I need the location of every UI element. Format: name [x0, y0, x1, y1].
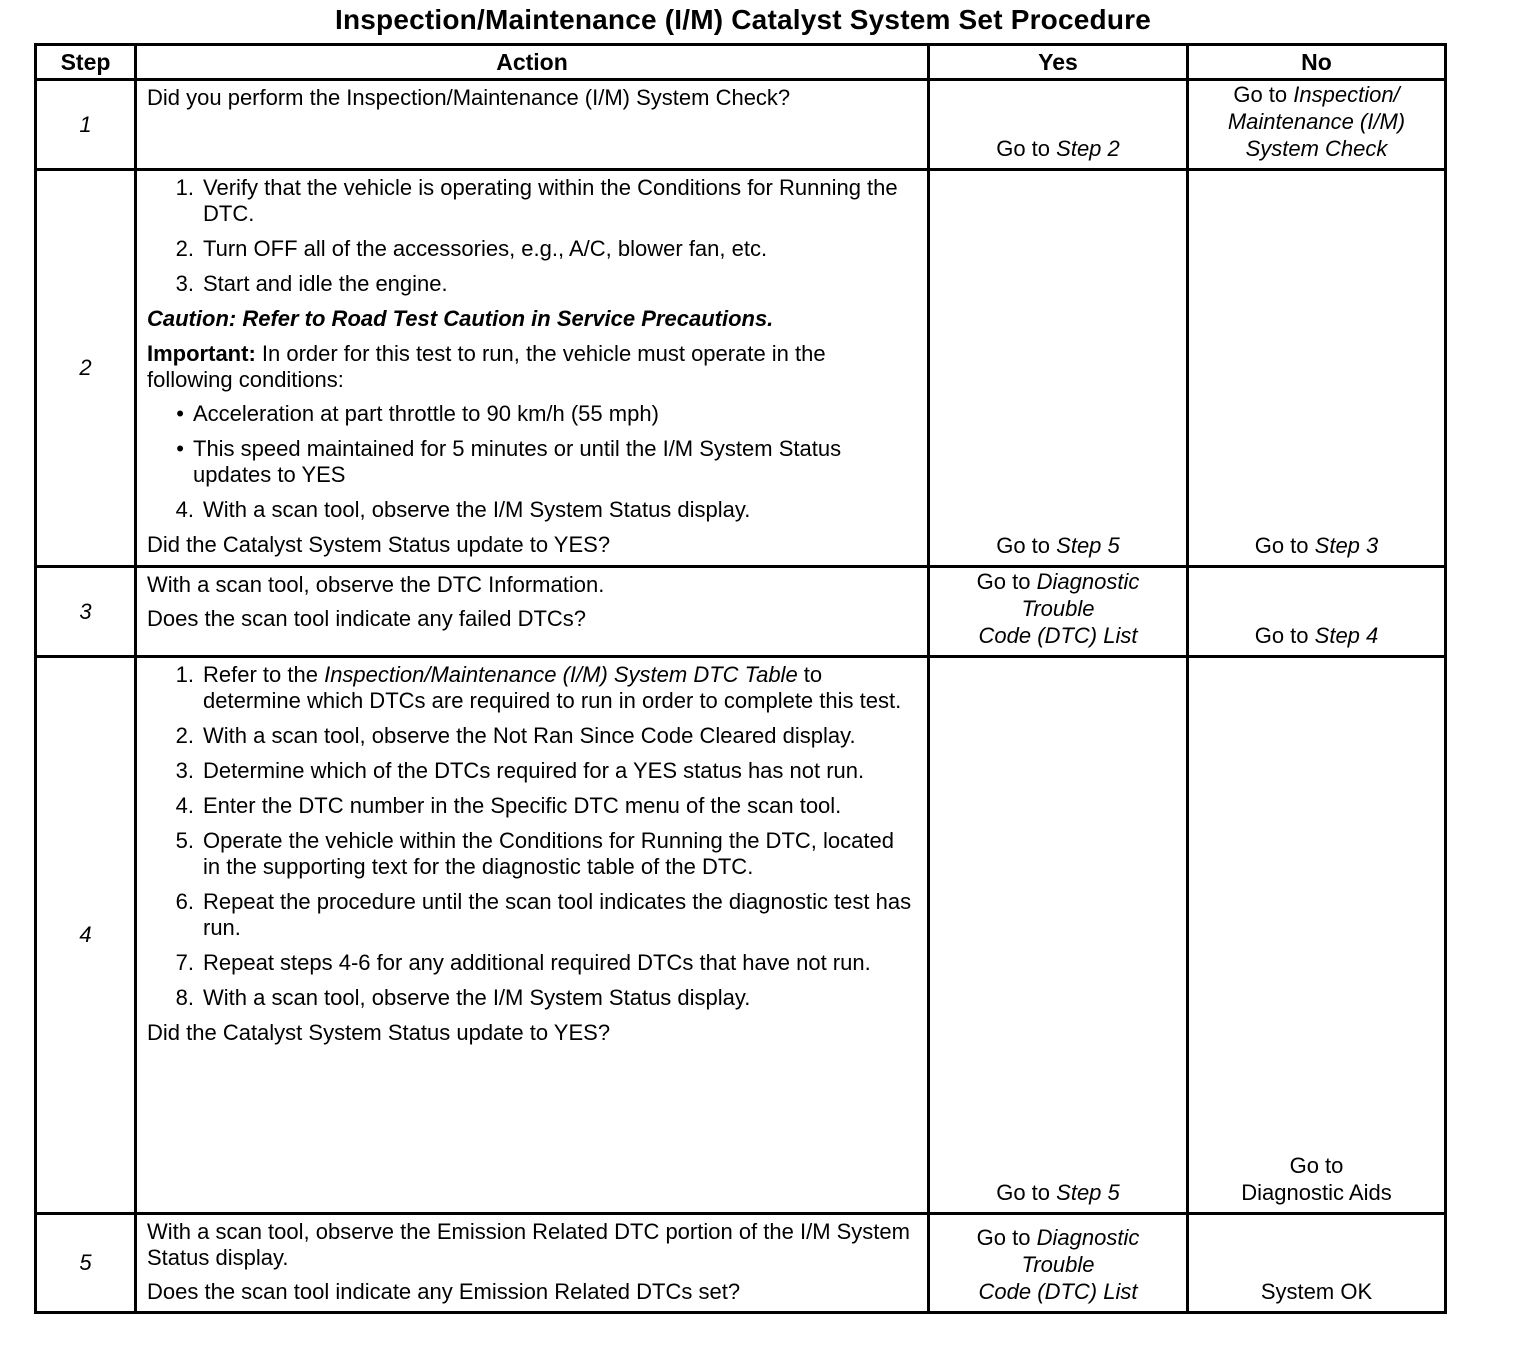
- dtc-list-link[interactable]: Diagnostic: [1036, 569, 1140, 594]
- dtc-list-link[interactable]: Diagnostic: [1036, 1225, 1140, 1250]
- header-step: Step: [36, 45, 136, 80]
- step-number: 5: [36, 1214, 136, 1313]
- action-cell: [136, 80, 929, 170]
- table-row: [36, 170, 1446, 567]
- go-to-text: Go to: [976, 1225, 1031, 1250]
- caution-note: Caution: Refer to Road Test Caution in Service Precautions.: [147, 306, 774, 331]
- go-to-text: Go to: [996, 136, 1051, 161]
- system-check-link[interactable]: System Check: [1245, 136, 1388, 161]
- table-row: [36, 80, 1446, 170]
- go-to-text: Go to: [1289, 1153, 1344, 1178]
- system-check-link[interactable]: Maintenance (I/M): [1227, 109, 1406, 134]
- action-cell: [136, 657, 929, 1214]
- action-text: With a scan tool, observe the DTC Information.: [147, 572, 605, 597]
- step-number: 3: [36, 567, 136, 657]
- page-title: Inspection/Maintenance (I/M) Catalyst System Set Procedure: [334, 4, 1152, 35]
- list-item: 5. Operate the vehicle within the Conditions for Running the DTC, located in the supporting text for the diagnostic table of the DTC.: [175, 828, 894, 879]
- action-question: Does the scan tool indicate any failed DTCs?: [147, 606, 587, 631]
- step-number: 2: [36, 170, 136, 567]
- list-item: 1. Verify that the vehicle is operating within the Conditions for Running the DTC.: [175, 175, 898, 226]
- header-row: [36, 45, 1446, 80]
- action-cell: [136, 1214, 929, 1313]
- list-item: 3. Determine which of the DTCs required for a YES status has not run.: [175, 758, 865, 783]
- procedure-table: [34, 43, 1447, 1314]
- list-item: 4. With a scan tool, observe the I/M System Status display.: [175, 497, 751, 522]
- step-link[interactable]: Step 5: [1056, 1180, 1120, 1205]
- header-yes: Yes: [929, 45, 1188, 80]
- header-no: No: [1188, 45, 1446, 80]
- list-item: 2. Turn OFF all of the accessories, e.g., A/C, blower fan, etc.: [175, 236, 768, 261]
- go-to-text: Go to: [976, 569, 1031, 594]
- bullet-item: • Acceleration at part throttle to 90 km/h (55 mph): [176, 401, 659, 426]
- list-item: 1. Refer to the Inspection/Maintenance (I/M) System DTC Table to determine which DTCs are required to run in order to complete this test.: [175, 662, 902, 713]
- no-cell: [1188, 1214, 1446, 1313]
- list-item: 8. With a scan tool, observe the I/M System Status display.: [175, 985, 751, 1010]
- dtc-list-link[interactable]: Code (DTC) List: [978, 1279, 1138, 1304]
- no-cell[interactable]: [1188, 170, 1446, 567]
- no-cell[interactable]: [1188, 80, 1446, 170]
- go-to-text: Go to: [996, 533, 1051, 558]
- no-cell[interactable]: [1188, 567, 1446, 657]
- bullet-item: • This speed maintained for 5 minutes or until the I/M System Status updates to YES: [176, 436, 842, 487]
- diagnostic-aids-link[interactable]: Diagnostic Aids: [1241, 1180, 1392, 1205]
- list-item: 7. Repeat steps 4-6 for any additional required DTCs that have not run.: [175, 950, 871, 975]
- dtc-table-link[interactable]: Inspection/Maintenance (I/M) System DTC Table: [324, 662, 798, 687]
- step-number: 1: [36, 80, 136, 170]
- action-cell: [136, 567, 929, 657]
- dtc-list-link[interactable]: Trouble: [1021, 596, 1095, 621]
- go-to-text: Go to: [1254, 623, 1309, 648]
- table-row: [36, 657, 1446, 1214]
- yes-cell[interactable]: [929, 1214, 1188, 1313]
- list-item: 2. With a scan tool, observe the Not Ran Since Code Cleared display.: [175, 723, 856, 748]
- step-link[interactable]: Step 3: [1314, 533, 1379, 558]
- action-question: Does the scan tool indicate any Emission Related DTCs set?: [147, 1279, 741, 1304]
- action-text: With a scan tool, observe the Emission Related DTC portion of the I/M System Status display.: [147, 1219, 910, 1270]
- list-item: 3. Start and idle the engine.: [175, 271, 448, 296]
- list-item: 6. Repeat the procedure until the scan tool indicates the diagnostic test has run.: [175, 889, 912, 940]
- action-cell: [136, 170, 929, 567]
- go-to-text: Go to: [996, 1180, 1051, 1205]
- action-text: Did you perform the Inspection/Maintenance (I/M) System Check?: [147, 85, 791, 110]
- important-note: Important: In order for this test to run, the vehicle must operate in the following conditions:: [147, 341, 826, 392]
- step-link[interactable]: Step 2: [1056, 136, 1120, 161]
- action-question: Did the Catalyst System Status update to YES?: [147, 1020, 611, 1045]
- table-row: [36, 567, 1446, 657]
- step-link[interactable]: Step 5: [1056, 533, 1120, 558]
- system-check-link[interactable]: Inspection/: [1293, 82, 1400, 107]
- header-action: Action: [136, 45, 929, 80]
- dtc-list-link[interactable]: Trouble: [1021, 1252, 1095, 1277]
- step-link[interactable]: Step 4: [1314, 623, 1379, 648]
- no-cell[interactable]: [1188, 657, 1446, 1214]
- step-number: 4: [36, 657, 136, 1214]
- yes-cell[interactable]: [929, 567, 1188, 657]
- list-item: 4. Enter the DTC number in the Specific DTC menu of the scan tool.: [175, 793, 842, 818]
- go-to-text: Go to: [1254, 533, 1309, 558]
- action-question: Did the Catalyst System Status update to YES?: [147, 532, 611, 557]
- go-to-text: Go to: [1233, 82, 1288, 107]
- yes-cell[interactable]: [929, 657, 1188, 1214]
- yes-cell[interactable]: [929, 170, 1188, 567]
- dtc-list-link[interactable]: Code (DTC) List: [978, 623, 1138, 648]
- table-row: [36, 1214, 1446, 1313]
- yes-cell[interactable]: [929, 80, 1188, 170]
- system-ok-text: System OK: [1260, 1279, 1373, 1304]
